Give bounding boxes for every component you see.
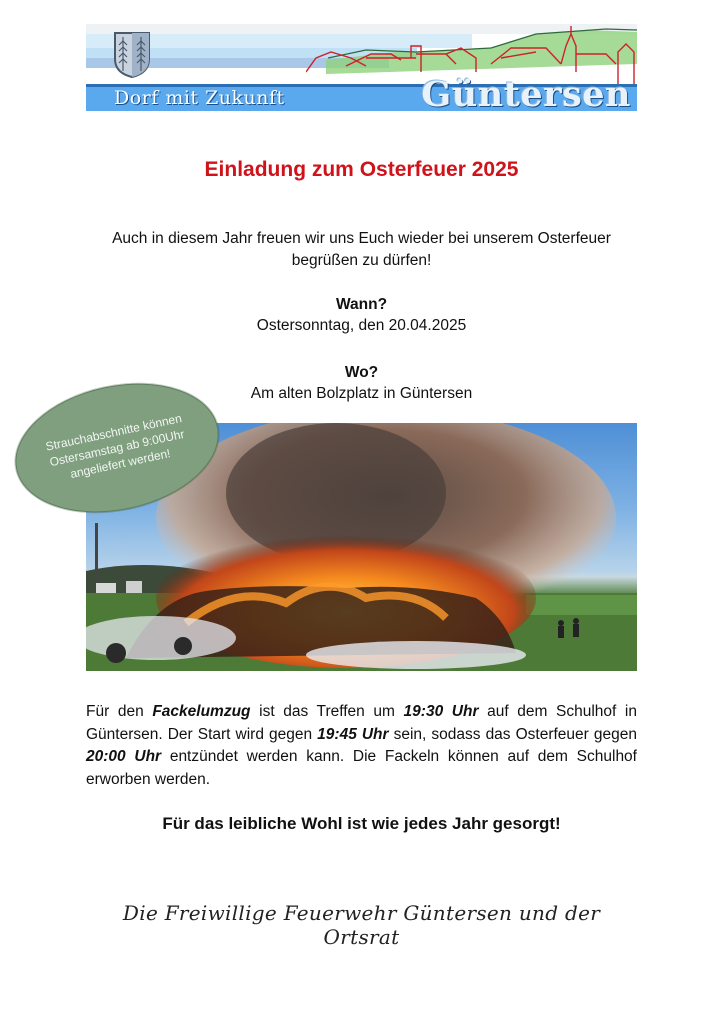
paragraph-text: sein, sodass das Osterfeuer gegen <box>388 725 637 743</box>
paragraph-text: ist das Treffen um <box>250 703 404 720</box>
meeting-time: 19:30 Uhr <box>403 703 479 720</box>
page-title: Einladung zum Osterfeuer 2025 <box>204 158 519 181</box>
food-note: Für das leibliche Wohl ist wie jedes Jahr gesorgt! <box>162 814 561 833</box>
banner-village-name: Güntersen <box>421 74 631 111</box>
torch-parade-highlight: Fackelumzug <box>152 703 251 720</box>
where-label: Wo? <box>344 364 379 381</box>
coat-of-arms-icon <box>113 31 151 79</box>
signature: Die Freiwillige Feuerwehr Güntersen und der Ortsrat <box>122 901 601 949</box>
torch-parade-paragraph <box>86 701 637 791</box>
paragraph-text: entzündet werden kann. Die Fackeln können auf dem Schulhof erworben werden. <box>86 748 637 788</box>
start-time: 19:45 Uhr <box>317 725 389 743</box>
ignition-time: 20:00 Uhr <box>86 748 162 765</box>
header-banner <box>86 24 637 111</box>
paragraph-text: auf dem Schulhof in Güntersen. Der Start wird gegen <box>86 703 637 743</box>
paragraph-text: Für den <box>86 703 153 720</box>
when-value: Ostersonntag, den 20.04.2025 <box>256 317 467 334</box>
banner-slogan: Dorf mit Zukunft <box>114 87 285 109</box>
intro-text: Auch in diesem Jahr freuen wir uns Euch wieder bei unserem Osterfeuer begrüßen zu dürfen! <box>112 230 611 269</box>
when-label: Wann? <box>335 296 388 313</box>
delivery-note-text: Strauchabschnitte können Ostersamstag ab 9:00Uhr angeliefert werden! <box>44 411 186 482</box>
where-value: Am alten Bolzplatz in Güntersen <box>250 385 473 402</box>
